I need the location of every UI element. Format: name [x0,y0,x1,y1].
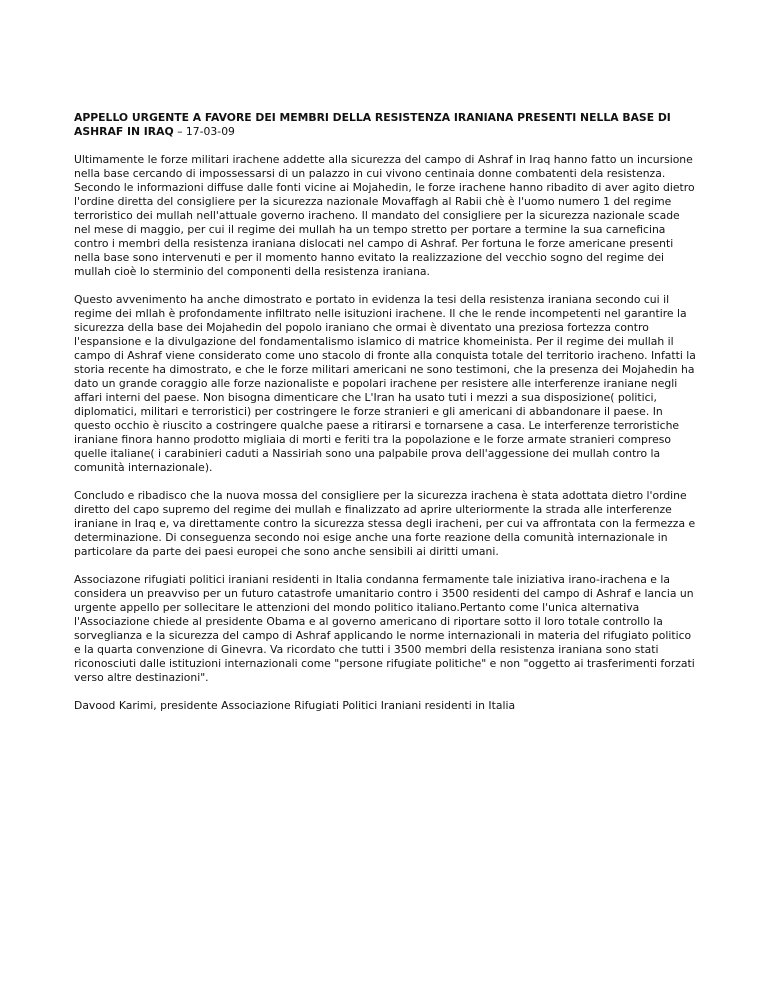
paragraph-2: Questo avvenimento ha anche dimostrato e portato in evidenza la tesi della resistenza iraniana secondo cui il regime dei mllah è profondamente infiltrato nelle isituzioni irachene. Il che le rende incompetenti nel garantire la sicurezza della base dei Mojahedin del popolo iraniano che ormai è diventato una preziosa fortezza contro l'espansione e la divulgazione del fondamentalismo islamico di matrice khomeinista. Per il regime dei mullah il campo di Ashraf viene considerato come uno stacolo di fronte alla conquista totale del territorio iracheno. Infatti la storia recente ha dimostrato, e che le forze militari americani ne sono testimoni, che la presenza dei Mojahedin ha dato un grande coraggio alle forze nazionaliste e popolari irachene per resistere alle interferenze iraniane negli affari interni del paese. Non bisogna dimenticare che L'Iran ha usato tuti i mezzi a sua disposizione( politici, diplomatici, militari e terroristici) per costringere le forze stranieri e gli americani di abbandonare il paese. In questo occhio è riuscito a costringere qualche paese a ritirarsi e tornarsene a casa. Le interferenze terroristiche iraniane finora hanno prodotto migliaia di morti e feriti tra la popolazione e le forze armate stranieri compreso quelle italiane( i carabinieri caduti a Nassiriah sono una palpabile prova dell'aggessione dei mullah contro la comunità internazionale). [74,293,696,474]
document-body [74,153,698,727]
document-title [74,111,698,139]
title-date: – 17-03-09 [173,125,235,138]
paragraph-3: Concludo e ribadisco che la nuova mossa del consigliere per la sicurezza irachena è stata adottata dietro l'ordine diretto del capo supremo del regime dei mullah e finalizzato ad aprire ulteriormente la strada alle interferenze iraniane in Iraq e, va direttamente contro la sicurezza stessa degli iracheni, per cui va affrontata con la fermezza e determinazione. Di conseguenza secondo noi esige anche una forte reazione della comunità internazionale in particolare da parte dei paesi europei che sono anche sensibili ai diritti umani. [74,489,696,558]
paragraph-4: Associazone rifugiati politici iraniani residenti in Italia condanna fermamente tale iniziativa irano-irachena e la considera un preavviso per un futuro catastrofe umanitario contro i 3500 residenti del campo di Ashraf e lancia un urgente appello per sollecitare le attenzioni del mondo politico italiano.Pertanto come l'unica alternativa l'Associazione chiede al presidente Obama e al governo americano di riportare sotto il loro totale controllo la sorveglianza e la sicurezza del campo di Ashraf applicando le norme internazionali in materia del rifugiato politico e la quarta convenzione di Ginevra. Va ricordato che tutti i 3500 membri della resistenza iraniana sono stati riconosciuti dalle istituzioni internazionali come "persone rifugiate politiche" e non "oggetto ai trasferimenti forzati verso altre destinazioni". [74,573,695,684]
title-text: APPELLO URGENTE A FAVORE DEI MEMBRI DELLA RESISTENZA IRANIANA PRESENTI NELLA BASE DI ASHRAF IN IRAQ [74,111,671,138]
signature: Davood Karimi, presidente Associazione Rifugiati Politici Iraniani residenti in Italia [74,699,516,712]
paragraph-1: Ultimamente le forze militari irachene addette alla sicurezza del campo di Ashraf in Iraq hanno fatto un incursione nella base cercando di impossessarsi di un palazzo in cui vivono centinaia donne combatenti dela resistenza. Secondo le informazioni diffuse dalle fonti vicine ai Mojahedin, le forze irachene hanno ribadito di aver agito dietro l'ordine diretta del consigliere per la sicurezza nazionale Movaffagh al Rabii chè è l'uomo numero 1 del regime terroristico dei mullah nell'attuale governo iracheno. Il mandato del consigliere per la sicurezza nazionale scade nel mese di maggio, per cui il regime dei mullah ha un tempo stretto per portare a termine la sua carneficina contro i membri della resistenza iraniana dislocati nel campo di Ashraf. Per fortuna le forze americane presenti nella base sono intervenuti e per il momento hanno evitato la realizzazione del vecchio sogno del regime dei mullah cioè lo sterminio del componenti della resistenza iraniana. [74,153,695,278]
